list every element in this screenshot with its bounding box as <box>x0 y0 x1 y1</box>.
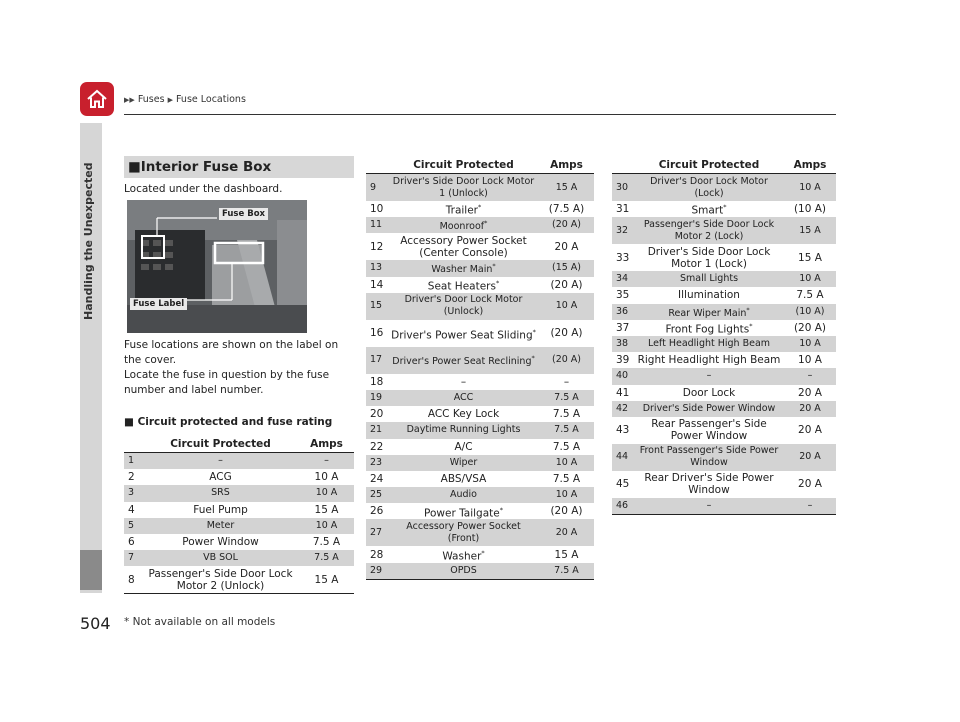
fuse-number: 1 <box>124 453 142 470</box>
fuse-number: 4 <box>128 503 135 516</box>
footnote-marker: * <box>532 327 536 336</box>
circuit-name: Rear Passenger's Side Power Window <box>651 418 767 443</box>
fuse-amps: 7.5 A <box>312 536 341 549</box>
fuse-amps: (7.5 A) <box>548 203 585 216</box>
home-button[interactable] <box>80 82 114 116</box>
fuse-number: 9 <box>366 174 388 202</box>
fuse-number: 14 <box>370 278 384 291</box>
table-row <box>612 498 836 515</box>
page-number: 504 <box>80 614 111 633</box>
circuit-name: Driver's Side Door Lock Motor 1 (Unlock) <box>388 174 539 202</box>
fuse-amps: 20 A <box>798 386 822 399</box>
section-bullet-icon: ■ <box>128 159 141 175</box>
fuse-amps: 15 A <box>554 548 579 561</box>
circuit-name: VB SOL <box>142 550 299 566</box>
fuse-amps: 20 A <box>798 424 822 437</box>
fuse-amps: (10 A) <box>784 304 836 320</box>
chapter-label: Handling the Unexpected <box>82 162 95 320</box>
fuse-amps: 20 A <box>798 478 822 491</box>
header-blank <box>366 157 388 174</box>
fuse-amps: 10 A <box>798 354 822 367</box>
footnote-marker: * <box>481 548 485 557</box>
fuse-number: 39 <box>616 354 630 367</box>
fuse-number: 15 <box>366 293 388 320</box>
circuit-name: Accessory Power Socket (Center Console) <box>400 234 527 259</box>
fuse-amps: 15 A <box>299 566 354 594</box>
circuit-name: Power Window <box>182 536 259 549</box>
circuit-name: Passenger's Side Door Lock Motor 2 (Unlock) <box>142 566 299 594</box>
breadcrumb-item-fuses[interactable]: Fuses <box>137 94 165 105</box>
fuse-number: 37 <box>616 321 630 334</box>
table-row <box>124 453 354 470</box>
fuse-amps: (20 A) <box>793 321 827 334</box>
table-row <box>366 563 594 580</box>
fuse-amps: 15 A <box>314 503 339 516</box>
header-divider <box>124 114 836 115</box>
fuse-amps: 20 A <box>554 240 579 253</box>
fuse-amps: (20 A) <box>539 217 594 233</box>
fuse-number: 11 <box>366 217 388 233</box>
fuse-amps: 15 A <box>784 217 836 244</box>
table-row <box>612 368 836 384</box>
circuit-name: Rear Driver's Side Power Window <box>644 472 774 497</box>
fuse-number: 18 <box>370 375 384 388</box>
fuse-number: 45 <box>616 478 630 491</box>
circuit-name: Front Passenger's Side Power Window <box>634 444 784 471</box>
fuse-amps: 7.5 A <box>539 390 594 406</box>
fuse-amps: 7.5 A <box>299 550 354 566</box>
table-row <box>366 233 594 260</box>
circuit-name: Front Fog Lights* <box>665 322 753 336</box>
footnote-marker: * <box>499 505 503 514</box>
fuse-amps: – <box>299 453 354 470</box>
fuse-amps: (20 A) <box>550 505 583 518</box>
fuse-table-1 <box>124 436 354 594</box>
table-row <box>612 385 836 401</box>
fuse-amps: 20 A <box>784 401 836 417</box>
footnote-marker: * <box>723 203 727 212</box>
circuit-name: Small Lights <box>634 271 784 287</box>
table-row <box>612 352 836 368</box>
circuit-name: Seat Heaters* <box>427 278 500 293</box>
table-row <box>124 469 354 485</box>
header-circuit: Circuit Protected <box>388 157 539 174</box>
fuse-number: 27 <box>366 519 388 546</box>
header-amps: Amps <box>539 157 594 174</box>
fuse-number: 13 <box>366 260 388 276</box>
fuse-label-label: Fuse Label <box>130 298 187 310</box>
circuit-name: ACC <box>388 390 539 406</box>
fuse-number: 19 <box>366 390 388 406</box>
table-row <box>612 271 836 287</box>
fuse-number: 43 <box>616 424 630 437</box>
table-row <box>612 444 836 471</box>
fuse-box-photo <box>127 200 307 333</box>
fuse-number: 46 <box>612 498 634 515</box>
fuse-number: 40 <box>612 368 634 384</box>
circuit-name: Washer Main* <box>388 260 539 276</box>
circuit-name: Passenger's Side Door Lock Motor 2 (Lock) <box>634 217 784 244</box>
fuse-number: 28 <box>370 548 384 561</box>
table-row <box>366 455 594 471</box>
subhead-bullet-icon: ■ <box>124 416 134 428</box>
footnote-marker: * <box>531 354 535 363</box>
table-row <box>366 217 594 233</box>
breadcrumb-item-fuse-locations[interactable]: Fuse Locations <box>175 94 246 105</box>
table-row <box>366 439 594 455</box>
fuse-number: 29 <box>366 563 388 580</box>
table-row <box>124 534 354 550</box>
fuse-number: 5 <box>124 518 142 534</box>
body-text: Fuse locations are shown on the label on the cover. Locate the fuse in question by the fuse number and label number. <box>124 339 339 396</box>
fuse-amps: 10 A <box>784 271 836 287</box>
fuse-number: 36 <box>612 304 634 320</box>
header-blank <box>612 157 634 174</box>
table-row <box>124 485 354 501</box>
fuse-number: 26 <box>370 505 384 518</box>
fuse-amps: 10 A <box>784 174 836 202</box>
table-row <box>124 518 354 534</box>
table-row <box>366 471 594 487</box>
table-row <box>366 390 594 406</box>
table-row <box>366 174 594 202</box>
fuse-amps: 7.5 A <box>539 563 594 580</box>
circuit-name: Driver's Side Door Lock Motor 1 (Lock) <box>647 245 771 270</box>
table-row <box>366 374 594 390</box>
table-row <box>366 406 594 422</box>
fuse-amps: – <box>784 498 836 515</box>
fuse-amps: (20 A) <box>550 278 583 291</box>
circuit-name: Meter <box>142 518 299 534</box>
circuit-name: ACG <box>209 471 232 484</box>
circuit-name: OPDS <box>388 563 539 580</box>
table-row <box>366 503 594 519</box>
circuit-name: Power Tailgate* <box>424 505 503 520</box>
footnote-marker: * <box>749 322 753 331</box>
fuse-amps: 10 A <box>784 336 836 352</box>
breadcrumb-arrow-icon: ▶ <box>167 96 173 104</box>
table-row <box>612 336 836 352</box>
circuit-name: Audio <box>388 487 539 503</box>
table-row <box>612 471 836 498</box>
fuse-number: 24 <box>370 472 384 485</box>
table-row <box>612 401 836 417</box>
footnote-marker: * <box>492 262 496 271</box>
fuse-number: 38 <box>612 336 634 352</box>
table-row <box>366 201 594 217</box>
circuit-name: ABS/VSA <box>440 472 487 485</box>
fuse-table-2 <box>366 157 594 580</box>
table-row <box>366 546 594 562</box>
fuse-amps: 20 A <box>784 444 836 471</box>
subhead: ■ Circuit protected and fuse rating <box>124 416 333 428</box>
circuit-name: Driver's Side Power Window <box>634 401 784 417</box>
fuse-number: 20 <box>370 408 384 421</box>
fuse-number: 25 <box>366 487 388 503</box>
circuit-name: A/C <box>454 440 473 453</box>
circuit-name: Right Headlight High Beam <box>637 354 781 367</box>
fuse-number: 33 <box>616 251 630 264</box>
fuse-table-3 <box>612 157 836 515</box>
fuse-number: 8 <box>124 566 142 594</box>
circuit-name: ACC Key Lock <box>427 408 500 421</box>
fuse-number: 17 <box>366 347 388 374</box>
circuit-name: – <box>634 498 784 515</box>
circuit-name: – <box>460 375 467 388</box>
section-title: ■Interior Fuse Box <box>124 156 354 178</box>
fuse-number: 30 <box>612 174 634 202</box>
footnote-marker: * <box>746 305 750 314</box>
fuse-amps: 10 A <box>299 518 354 534</box>
circuit-name: Rear Wiper Main* <box>634 304 784 320</box>
fuse-number: 10 <box>370 203 384 216</box>
fuse-amps: 20 A <box>539 519 594 546</box>
circuit-name: Trailer* <box>445 203 482 217</box>
table-row <box>366 487 594 503</box>
table-row <box>612 217 836 244</box>
table-row <box>366 320 594 347</box>
fuse-amps: – <box>563 375 570 388</box>
circuit-name: Moonroof* <box>388 217 539 233</box>
circuit-name: Daytime Running Lights <box>388 422 539 438</box>
table-row <box>612 244 836 271</box>
location-text: Located under the dashboard. <box>124 183 283 195</box>
circuit-name: Driver's Power Seat Sliding* <box>391 327 536 341</box>
fuse-amps: 10 A <box>299 485 354 501</box>
chapter-tab[interactable] <box>80 550 102 590</box>
fuse-number: 31 <box>616 203 630 216</box>
fuse-amps: (20 A) <box>550 327 583 340</box>
breadcrumb <box>124 94 246 105</box>
table-row <box>366 293 594 320</box>
fuse-number: 32 <box>612 217 634 244</box>
fuse-amps: – <box>784 368 836 384</box>
fuse-amps: 10 A <box>539 487 594 503</box>
table-row <box>612 201 836 217</box>
circuit-name: – <box>142 453 299 470</box>
fuse-number: 16 <box>370 327 384 340</box>
circuit-name: – <box>634 368 784 384</box>
table-row <box>124 550 354 566</box>
table-row <box>366 277 594 293</box>
fuse-amps: 7.5 A <box>552 440 581 453</box>
circuit-name: Fuel Pump <box>193 503 248 516</box>
fuse-number: 22 <box>370 440 384 453</box>
table-row <box>366 260 594 276</box>
fuse-number: 3 <box>124 485 142 501</box>
table-row <box>366 347 594 374</box>
fuse-box-label: Fuse Box <box>219 208 268 220</box>
circuit-name: Door Lock <box>682 386 736 399</box>
table-row <box>124 502 354 518</box>
fuse-amps: 7.5 A <box>552 472 581 485</box>
circuit-name: Washer* <box>442 548 485 563</box>
fuse-amps: 7.5 A <box>539 422 594 438</box>
breadcrumb-arrow-icon: ▶▶ <box>124 96 135 104</box>
fuse-number: 2 <box>128 471 135 484</box>
fuse-number: 41 <box>616 386 630 399</box>
fuse-number: 42 <box>612 401 634 417</box>
fuse-number: 6 <box>128 536 135 549</box>
footnote-marker: * <box>484 219 488 228</box>
header-blank <box>124 436 142 453</box>
fuse-amps: 15 A <box>539 174 594 202</box>
circuit-name: Accessory Power Socket (Front) <box>388 519 539 546</box>
table-row <box>366 519 594 546</box>
table-row <box>124 566 354 594</box>
fuse-amps: 7.5 A <box>552 408 581 421</box>
fuse-amps: (15 A) <box>539 260 594 276</box>
fuse-amps: 10 A <box>539 455 594 471</box>
fuse-number: 7 <box>124 550 142 566</box>
fuse-amps: 15 A <box>798 251 822 264</box>
fuse-number: 44 <box>612 444 634 471</box>
header-circuit: Circuit Protected <box>634 157 784 174</box>
header-amps: Amps <box>784 157 836 174</box>
table-row <box>612 320 836 336</box>
table-row <box>612 417 836 444</box>
table-row <box>366 422 594 438</box>
circuit-name: SRS <box>142 485 299 501</box>
footnote: * Not available on all models <box>124 616 276 628</box>
home-icon <box>85 87 109 111</box>
fuse-amps: 10 A <box>539 293 594 320</box>
fuse-amps: (10 A) <box>793 203 827 216</box>
footnote-marker: * <box>495 278 500 287</box>
circuit-name: Driver's Door Lock Motor (Lock) <box>634 174 784 202</box>
circuit-name: Illumination <box>678 289 740 302</box>
fuse-amps: 7.5 A <box>796 289 824 302</box>
table-row <box>612 304 836 320</box>
footnote-marker: * <box>477 203 482 212</box>
circuit-name: Driver's Power Seat Reclining* <box>388 347 539 374</box>
circuit-name: Smart* <box>691 203 727 217</box>
fuse-number: 23 <box>366 455 388 471</box>
fuse-number: 35 <box>616 289 630 302</box>
fuse-amps: 10 A <box>314 471 339 484</box>
header-circuit: Circuit Protected <box>142 436 299 453</box>
circuit-name: Wiper <box>388 455 539 471</box>
table-row <box>612 287 836 303</box>
fuse-number: 12 <box>370 240 384 253</box>
fuse-amps: (20 A) <box>539 347 594 374</box>
fuse-number: 34 <box>612 271 634 287</box>
table-row <box>612 174 836 202</box>
header-amps: Amps <box>299 436 354 453</box>
circuit-name: Driver's Door Lock Motor (Unlock) <box>388 293 539 320</box>
fuse-number: 21 <box>366 422 388 438</box>
circuit-name: Left Headlight High Beam <box>634 336 784 352</box>
